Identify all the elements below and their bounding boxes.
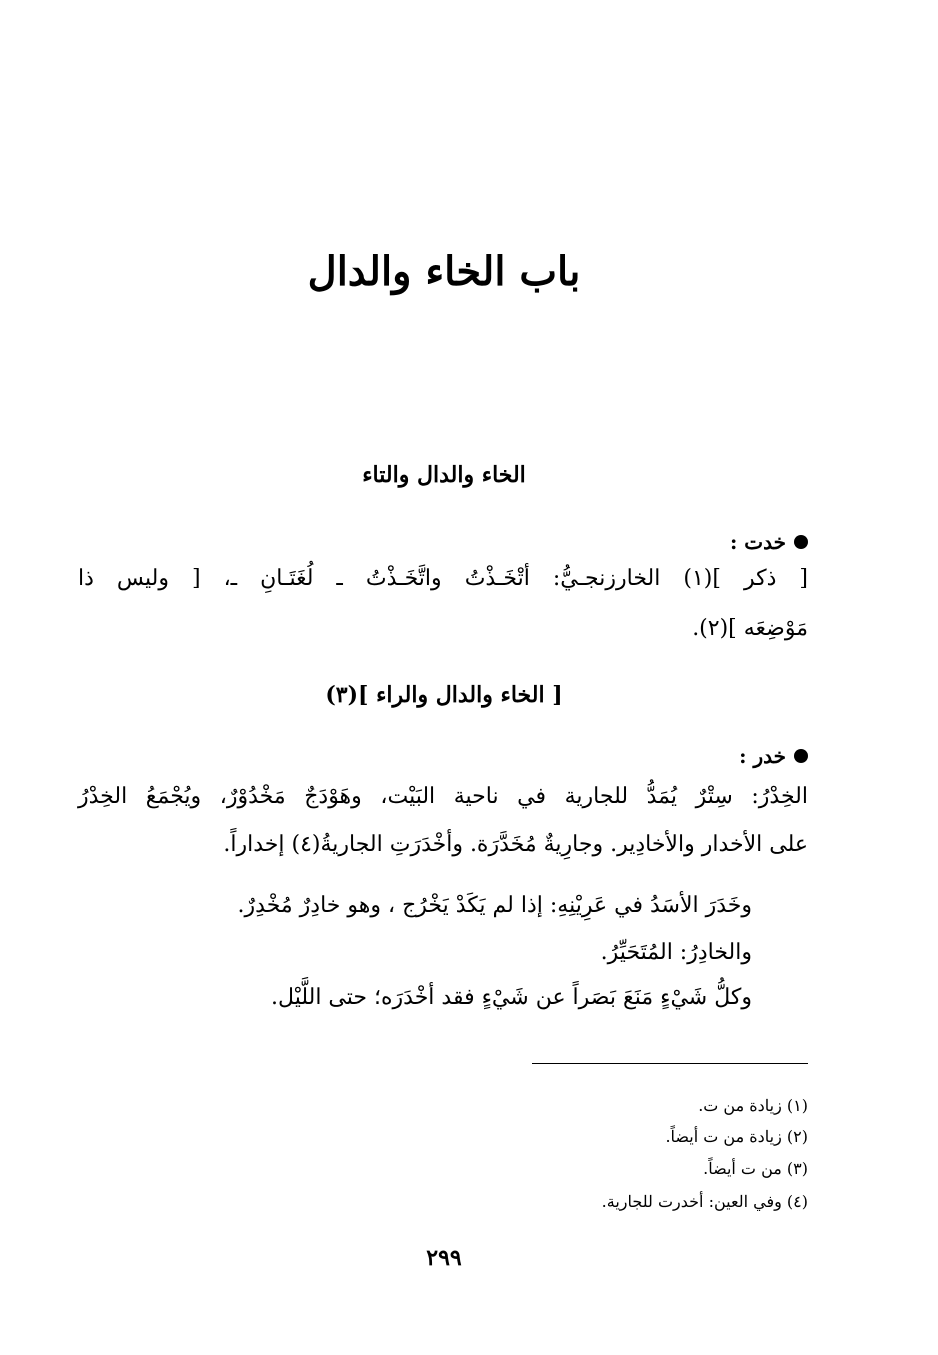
body-line: والخادِرُ: المُتَحَيِّرُ. [600, 940, 752, 965]
bullet-icon [794, 535, 808, 549]
footnote: (٢) زيادة من ت أيضاً. [665, 1127, 808, 1146]
footnote-divider [532, 1063, 808, 1064]
body-line: مَوْضِعَه ](٢). [692, 616, 808, 641]
page-number: ٢٩٩ [426, 1245, 462, 1271]
entry-head-label: خدر : [739, 744, 786, 768]
footnote: (١) زيادة من ت. [698, 1096, 808, 1115]
body-line: الخِدْرُ: سِتْرٌ يُمَدُّ للجارية في ناحية البَيْت، وهَوْدَجٌ مَخْدُوْرٌ، ويُجْمَعُ الخِدْرُ [78, 784, 808, 809]
body-line: على الأخدار والأخادِير. وجارِيةٌ مُخَدَّرَة. وأخْدَرَتِ الجاريةُ(٤) إخداراً. [223, 832, 808, 857]
section-title-2: [ الخاء والدال والراء ](٣) [325, 682, 563, 708]
bullet-icon [794, 749, 808, 763]
entry-head-khdt [730, 530, 808, 554]
body-line: وكلُّ شَيْءٍ مَنَعَ بَصَراً عن شَيْءٍ فقد أخْدَرَه؛ حتى اللَّيْل. [271, 985, 752, 1010]
entry-head-khdr [739, 744, 808, 768]
section-title-1: الخاء والدال والتاء [362, 462, 526, 488]
body-line: [ ذكر ](١) الخارزنجـيُّ: أتْخَـذْتُ واتَّخَـذْتُ ـ لُغَتَـانِ ـ، [ وليس ذا [78, 566, 808, 591]
footnote: (٤) وفي العين: أخدرت للجارية. [601, 1192, 808, 1211]
chapter-title: باب الخاء والدال [307, 248, 581, 295]
entry-head-label: خدت : [729, 530, 786, 554]
body-line: وخَدَرَ الأسَدُ في عَرِيْنِهِ: إذا لم يَكَدْ يَخْرُج ، وهو خادِرٌ مُخْدِرٌ. [237, 893, 752, 918]
footnote: (٣) من ت أيضاً. [703, 1159, 808, 1178]
